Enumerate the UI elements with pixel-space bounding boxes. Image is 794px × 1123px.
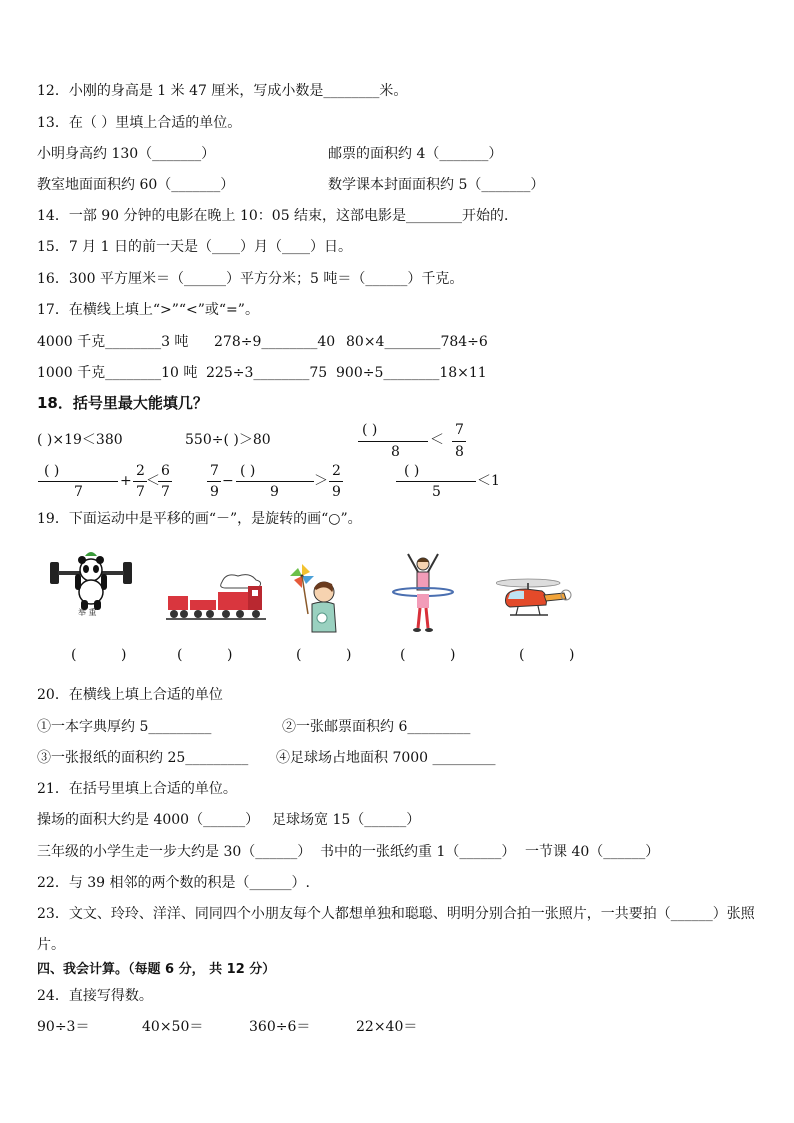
fraction-1-rhs-numerator: 7 [455, 422, 464, 438]
question-14: 14．一部 90 分钟的电影在晚上 10：05 结束，这部电影是________开始的． [37, 208, 519, 224]
question-13-item-c: 教室地面面积约 60（_______） [37, 177, 235, 193]
question-24-item-4: 22×40＝ [356, 1019, 418, 1035]
fraction-3-rhs-numerator: 2 [332, 463, 341, 479]
answer-paren-2[interactable]: ( ) [177, 647, 233, 663]
fraction-2-term-denominator: 7 [136, 484, 145, 500]
question-17-r2-b: 225÷3________75 [206, 365, 328, 381]
answer-paren-3[interactable]: ( ) [296, 647, 352, 663]
fraction-3-lhs-numerator: 7 [210, 463, 219, 479]
question-12: 12．小刚的身高是 1 米 47 厘米，写成小数是________米。 [37, 83, 408, 99]
weightlifting-panda-picture [48, 548, 134, 620]
question-15: 15．7 月 1 日的前一天是（____）月（____）日。 [37, 239, 352, 255]
fraction-3-bar [236, 481, 314, 482]
question-17-r2-c: 900÷5________18×11 [336, 365, 487, 381]
fraction-4-numerator: ( ) [404, 463, 420, 479]
question-24-item-3: 360÷6＝ [249, 1019, 311, 1035]
fraction-2-bar [38, 481, 118, 482]
question-13-item-d: 数学课本封面面积约 5（_______） [328, 177, 545, 193]
question-17-r1-a: 4000 千克________3 吨 [37, 334, 189, 350]
question-13-item-a: 小明身高约 130（_______） [37, 146, 216, 162]
question-23-line-2: 片。 [37, 937, 65, 953]
question-21-item-e: 一节课 40（______） [525, 844, 660, 860]
fraction-2-operator: + [120, 473, 132, 489]
fraction-2-rhs-denominator: 7 [161, 484, 170, 500]
question-17-r1-b: 278÷9________40 [214, 334, 336, 350]
question-20-item-c: ③一张报纸的面积约 25_________ [37, 750, 249, 766]
fraction-2-term-bar [133, 481, 147, 482]
fraction-4-bar [396, 481, 476, 482]
question-18-expr-2: 550÷( )＞80 [185, 432, 271, 448]
question-16: 16．300 平方厘米＝（______）平方分米；5 吨＝（______）千克。 [37, 271, 464, 287]
question-20-item-d: ④足球场占地面积 7000 _________ [276, 750, 496, 766]
hula-hoop-girl-picture [390, 552, 456, 636]
question-20-item-a: ①一本字典厚约 5_________ [37, 719, 212, 735]
fraction-2-relation: ＜ [146, 473, 160, 489]
hula-hoop-icon [390, 552, 456, 636]
question-22: 22．与 39 相邻的两个数的积是（______）. [37, 875, 310, 891]
fraction-3-operator: − [222, 473, 234, 489]
question-20-title: 20．在横线上填上合适的单位 [37, 687, 223, 703]
fraction-1-relation: ＜ [430, 432, 444, 448]
fraction-2-rhs-numerator: 6 [161, 463, 170, 479]
helicopter-icon [496, 575, 572, 627]
fraction-3-lhs-bar [207, 481, 221, 482]
question-24-item-1: 90÷3＝ [37, 1019, 90, 1035]
fraction-2-numerator: ( ) [44, 463, 60, 479]
pinwheel-boy-picture [286, 562, 346, 638]
answer-paren-4[interactable]: ( ) [400, 647, 456, 663]
question-13-item-b: 邮票的面积约 4（_______） [328, 146, 503, 162]
fraction-2-term-numerator: 2 [136, 463, 145, 479]
question-18-expr-1: ( )×19＜380 [37, 432, 123, 448]
train-picture [166, 572, 266, 620]
question-17-r2-a: 1000 千克________10 吨 [37, 365, 198, 381]
question-13-title: 13．在（ ）里填上合适的单位。 [37, 115, 242, 131]
question-24-item-2: 40×50＝ [142, 1019, 204, 1035]
question-17-title: 17．在横线上填上“>”“<”或“=”。 [37, 302, 259, 318]
fraction-4-relation: ＜1 [477, 473, 500, 489]
weightlifting-caption: 举 重 [78, 608, 97, 617]
question-21-item-c: 三年级的小学生走一步大约是 30（______） [37, 844, 312, 860]
fraction-3-denominator: 9 [270, 484, 279, 500]
question-19-title: 19．下面运动中是平移的画“－”，是旋转的画“○”。 [37, 511, 362, 527]
question-21-item-b: 足球场宽 15（______） [272, 812, 421, 828]
train-icon [166, 572, 266, 620]
fraction-1-rhs-bar [452, 441, 466, 442]
question-23-line-1: 23．文文、玲玲、洋洋、同同四个小朋友每个人都想单独和聪聪、明明分别合拍一张照片，一共要拍（______）张照 [37, 906, 755, 922]
fraction-4-denominator: 5 [432, 484, 441, 500]
fraction-2-rhs-bar [158, 481, 172, 482]
fraction-3-numerator: ( ) [240, 463, 256, 479]
helicopter-picture [496, 575, 572, 627]
fraction-1-numerator: ( ) [362, 422, 378, 438]
fraction-3-relation: ＞ [314, 473, 328, 489]
question-20-item-b: ②一张邮票面积约 6_________ [282, 719, 471, 735]
fraction-1-bar [358, 441, 428, 442]
fraction-1-denominator: 8 [391, 444, 400, 460]
section-4-heading: 四、我会计算。（每题 6 分， 共 12 分） [37, 962, 276, 977]
pinwheel-icon [286, 562, 346, 638]
answer-paren-1[interactable]: ( ) [71, 647, 127, 663]
fraction-1-rhs-denominator: 8 [455, 444, 464, 460]
question-21-item-a: 操场的面积大约是 4000（______） [37, 812, 260, 828]
question-21-title: 21．在括号里填上合适的单位。 [37, 781, 237, 797]
question-24-title: 24．直接写得数。 [37, 988, 153, 1004]
fraction-3-lhs-denominator: 9 [210, 484, 219, 500]
fraction-2-denominator: 7 [74, 484, 83, 500]
answer-paren-5[interactable]: ( ) [519, 647, 575, 663]
question-18-title: 18．括号里最大能填几？ [37, 394, 208, 412]
question-17-r1-c: 80×4________784÷6 [346, 334, 488, 350]
fraction-3-rhs-denominator: 9 [332, 484, 341, 500]
question-21-item-d: 书中的一张纸约重 1（______） [320, 844, 516, 860]
fraction-3-rhs-bar [329, 481, 343, 482]
